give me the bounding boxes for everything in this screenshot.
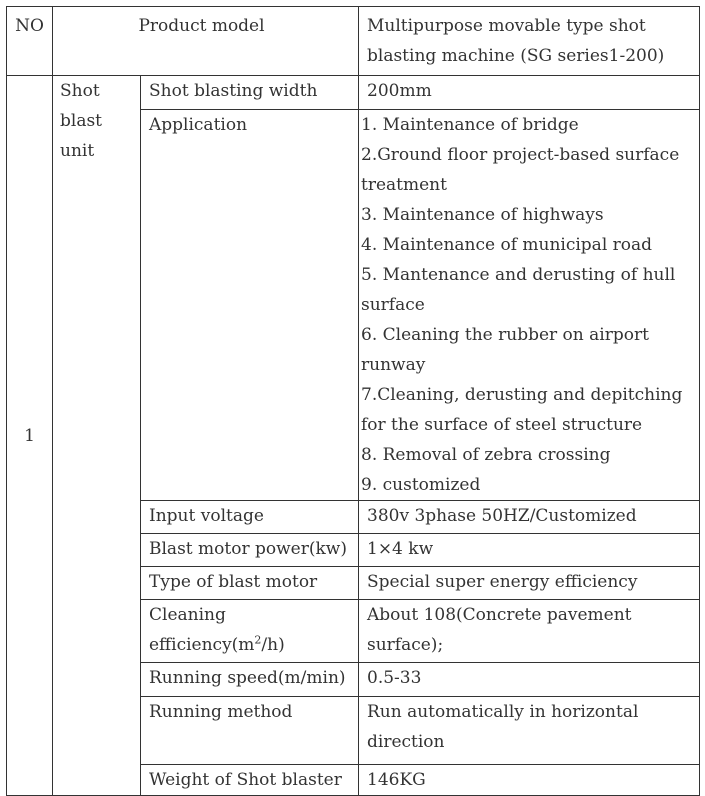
application-item: 5. Mantenance and derusting of hull surface [361,265,676,315]
param-label: Input voltage [141,501,359,534]
param-value: 0.5-33 [359,663,700,697]
application-item: 2.Ground floor project-based surface treatment [361,145,680,195]
param-value: Special super energy efficiency [359,567,700,600]
param-label: Shot blasting width [141,76,359,110]
application-item: 7.Cleaning, derusting and depitching for the surface of steel structure [361,385,683,435]
param-label: Weight of Shot blaster [141,765,359,796]
param-value: 146KG [359,765,700,796]
param-value: About 108(Concrete pavement surface); [359,600,700,663]
header-row [7,7,700,76]
param-value: Run automatically in horizontal direction [359,697,700,765]
row-number: 1 [7,76,53,796]
row-shot-blasting-width [7,76,700,110]
application-item: 6. Cleaning the rubber on airport runway [361,325,649,375]
param-value: 200mm [359,76,700,110]
param-label: Application [141,110,359,501]
application-list [359,110,700,501]
cleaning-label-tail: /h) [261,635,285,655]
param-value: 380v 3phase 50HZ/Customized [359,501,700,534]
header-model-value: Multipurpose movable type shot blasting machine (SG series1-200) [359,7,700,76]
unit-label: Shot blast unit [53,76,141,796]
param-label [141,600,359,663]
application-item: 8. Removal of zebra crossing [361,445,611,465]
application-item: 3. Maintenance of highways [361,205,604,225]
application-item: 9. customized [361,475,481,495]
header-product-model: Product model [53,7,359,76]
spec-table [6,6,700,796]
header-no: NO [7,7,53,76]
param-label: Blast motor power(kw) [141,534,359,567]
cleaning-label-sup: 2 [254,633,262,647]
param-label: Type of blast motor [141,567,359,600]
param-label: Running method [141,697,359,765]
application-item: 1. Maintenance of bridge [361,115,579,135]
param-value: 1×4 kw [359,534,700,567]
application-item: 4. Maintenance of municipal road [361,235,653,255]
cleaning-label-main: Cleaning efficiency(m [149,605,255,655]
param-label: Running speed(m/min) [141,663,359,697]
